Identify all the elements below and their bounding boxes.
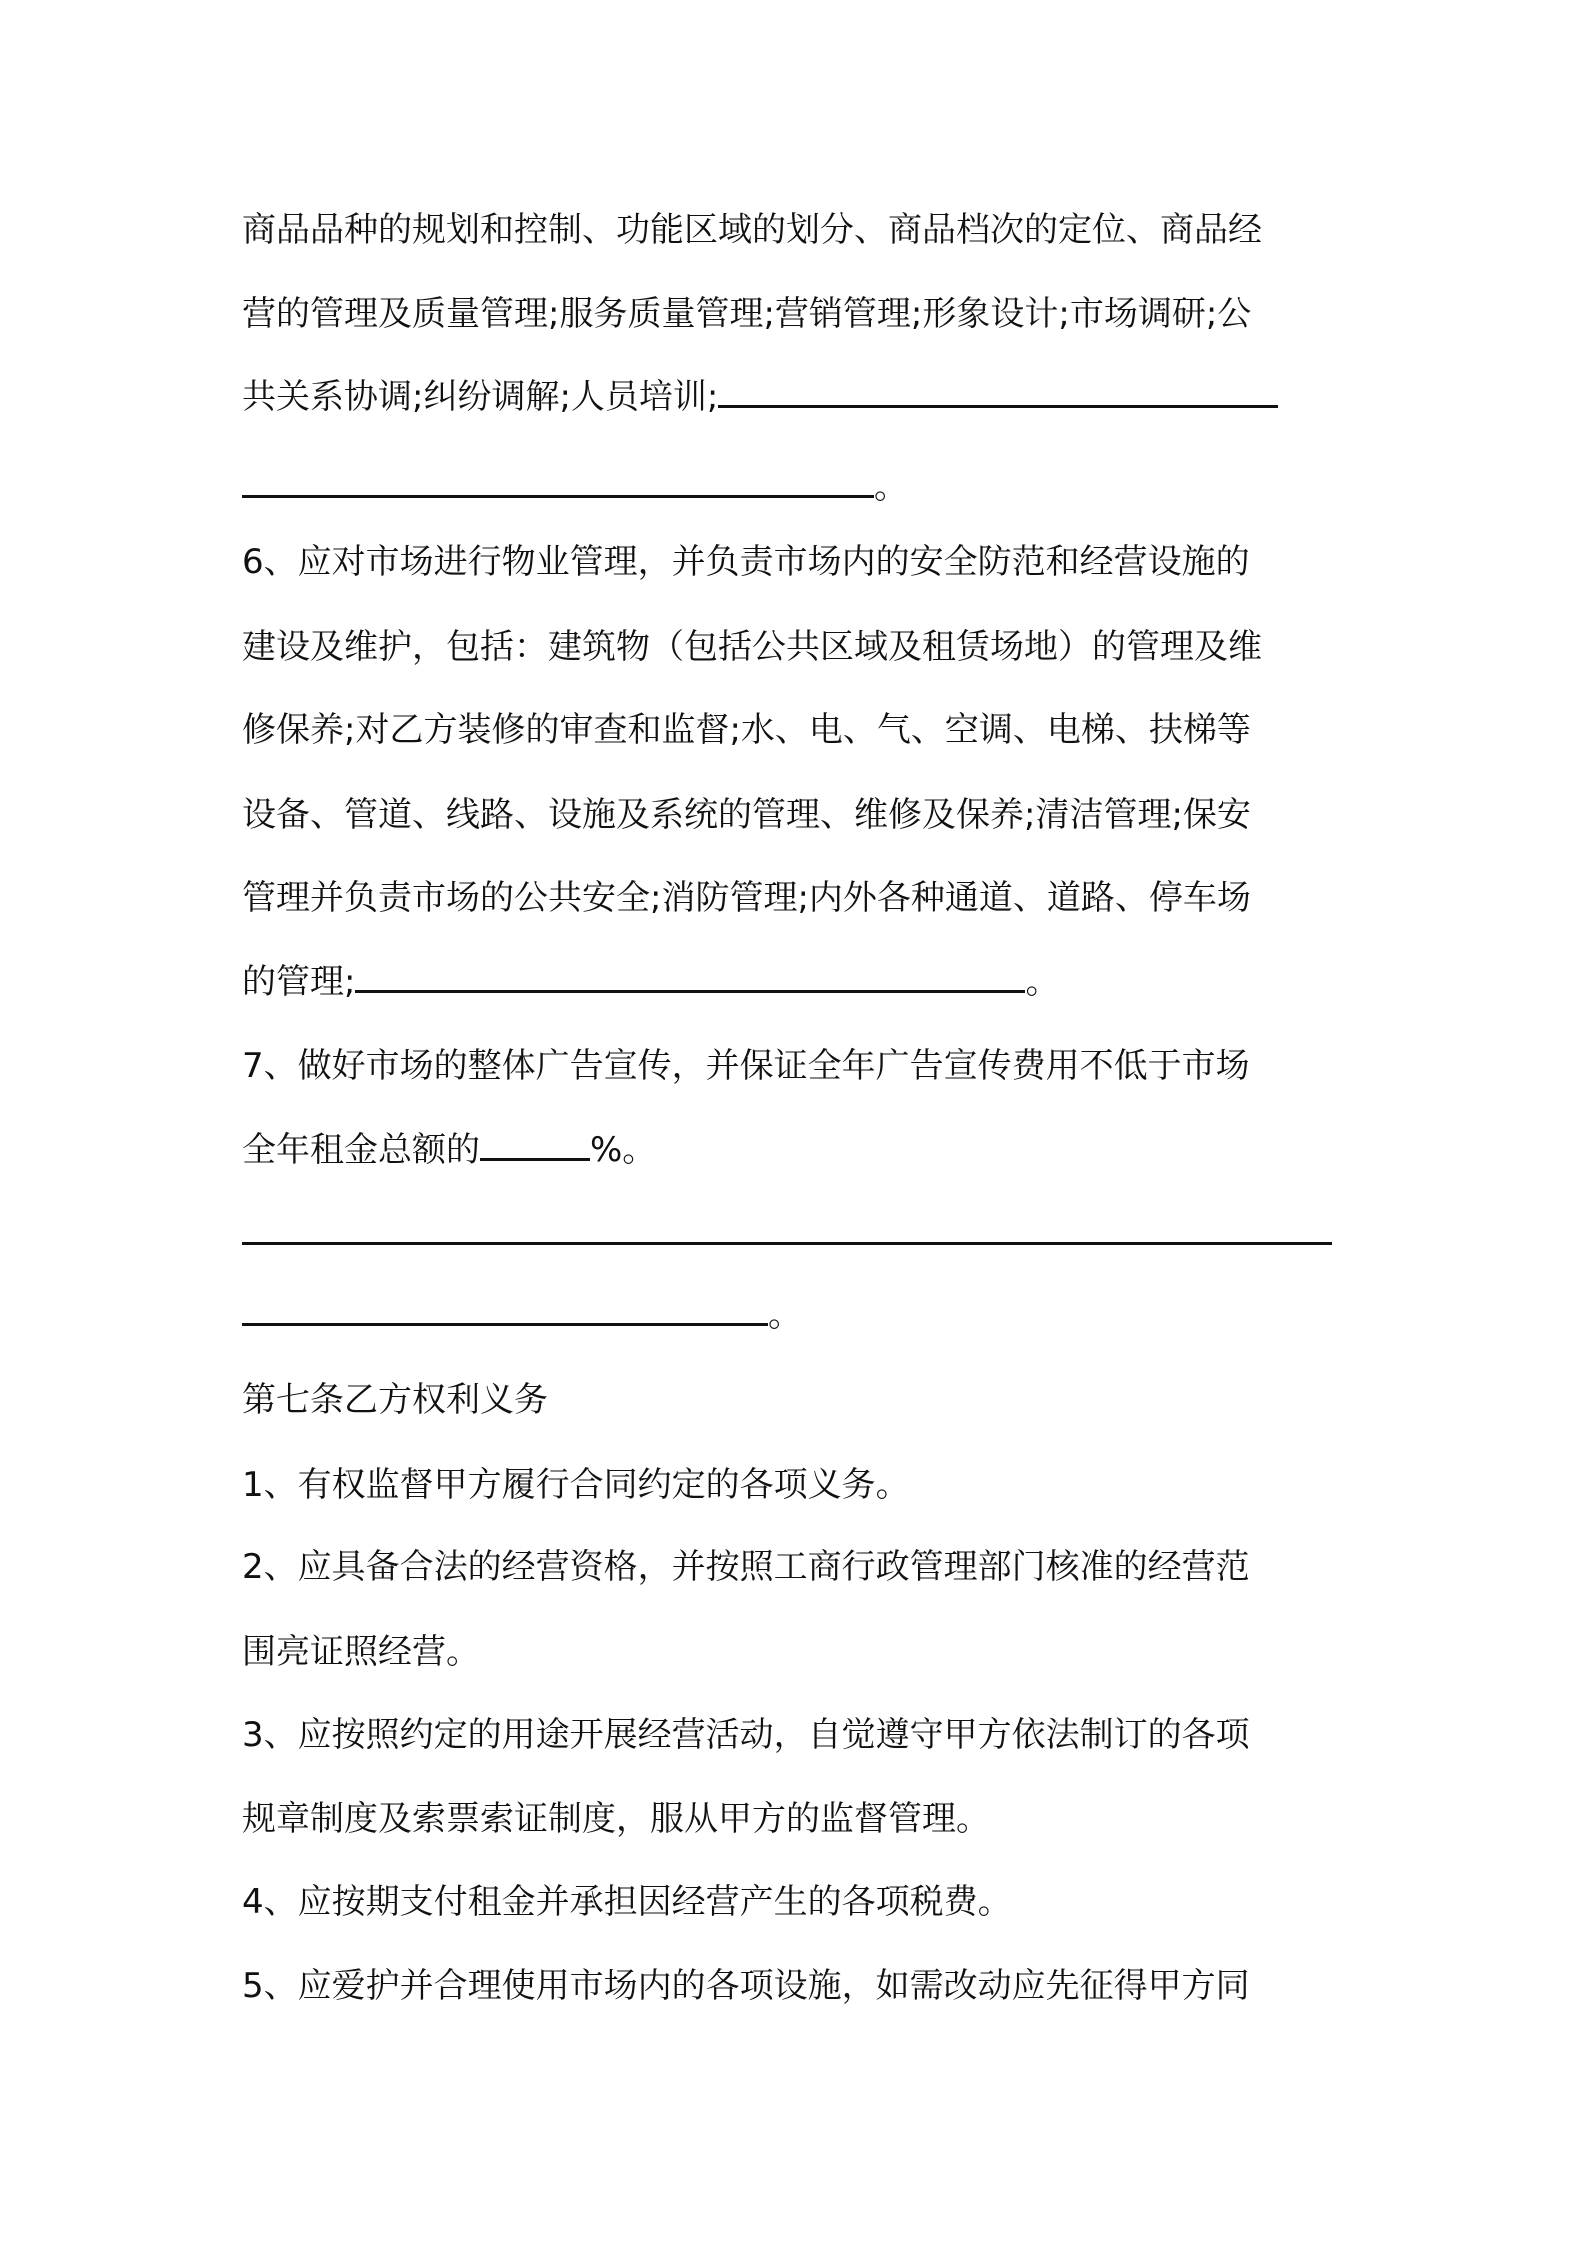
fill-in-blank bbox=[355, 960, 1025, 993]
text-line-14: 2、应具备合法的经营资格，并按照工商行政管理部门核准的经营范 bbox=[242, 1547, 1250, 1587]
period-mark: 。 bbox=[768, 1295, 802, 1335]
text-line-12 bbox=[242, 1128, 656, 1172]
text-line-11: 7、做好市场的整体广告宣传，并保证全年广告宣传费用不低于市场 bbox=[242, 1046, 1250, 1086]
period-mark: 。 bbox=[874, 467, 908, 507]
text-line-2: 营的管理及质量管理;服务质量管理;营销管理;形象设计;市场调研;公 bbox=[242, 294, 1252, 334]
text-line-8: 设备、管道、线路、设施及系统的管理、维修及保养;清洁管理;保安 bbox=[242, 795, 1251, 835]
text-line-7: 修保养;对乙方装修的审查和监督;水、电、气、空调、电梯、扶梯等 bbox=[242, 710, 1251, 750]
blank-line-2 bbox=[242, 1293, 802, 1337]
fill-in-blank bbox=[242, 1293, 768, 1326]
section-heading: 第七条乙方权利义务 bbox=[242, 1380, 548, 1420]
text-line-10 bbox=[242, 960, 1059, 1004]
fill-in-blank bbox=[718, 375, 1278, 408]
fill-in-blank bbox=[480, 1128, 590, 1161]
text-line-1: 商品品种的规划和控制、功能区域的划分、商品档次的定位、商品经 bbox=[242, 210, 1262, 250]
text-line-19: 5、应爱护并合理使用市场内的各项设施，如需改动应先征得甲方同 bbox=[242, 1966, 1250, 2006]
text-line-18: 4、应按期支付租金并承担因经营产生的各项税费。 bbox=[242, 1882, 1012, 1922]
fill-in-blank bbox=[242, 1212, 1332, 1245]
text-line-13: 1、有权监督甲方履行合同约定的各项义务。 bbox=[242, 1465, 910, 1505]
text-line-15: 围亮证照经营。 bbox=[242, 1632, 480, 1672]
text-line-6: 建设及维护，包括：建筑物（包括公共区域及租赁场地）的管理及维 bbox=[242, 627, 1262, 667]
text-line-4 bbox=[242, 465, 908, 509]
text-line-3 bbox=[242, 375, 1278, 419]
text-line-3-label: 共关系协调;纠纷调解;人员培训; bbox=[242, 377, 719, 417]
fill-in-blank bbox=[242, 465, 874, 498]
text-line-16: 3、应按照约定的用途开展经营活动，自觉遵守甲方依法制订的各项 bbox=[242, 1715, 1250, 1755]
text-line-17: 规章制度及索票索证制度，服从甲方的监督管理。 bbox=[242, 1799, 990, 1839]
blank-line-1 bbox=[242, 1212, 1332, 1256]
text-line-5: 6、应对市场进行物业管理，并负责市场内的安全防范和经营设施的 bbox=[242, 542, 1250, 582]
text-line-12-label: 全年租金总额的 bbox=[242, 1130, 480, 1170]
period-mark: 。 bbox=[1025, 962, 1060, 1002]
text-line-10-label: 的管理; bbox=[242, 962, 356, 1002]
percent-mark: %。 bbox=[590, 1130, 657, 1170]
text-line-9: 管理并负责市场的公共安全;消防管理;内外各种通道、道路、停车场 bbox=[242, 878, 1251, 918]
